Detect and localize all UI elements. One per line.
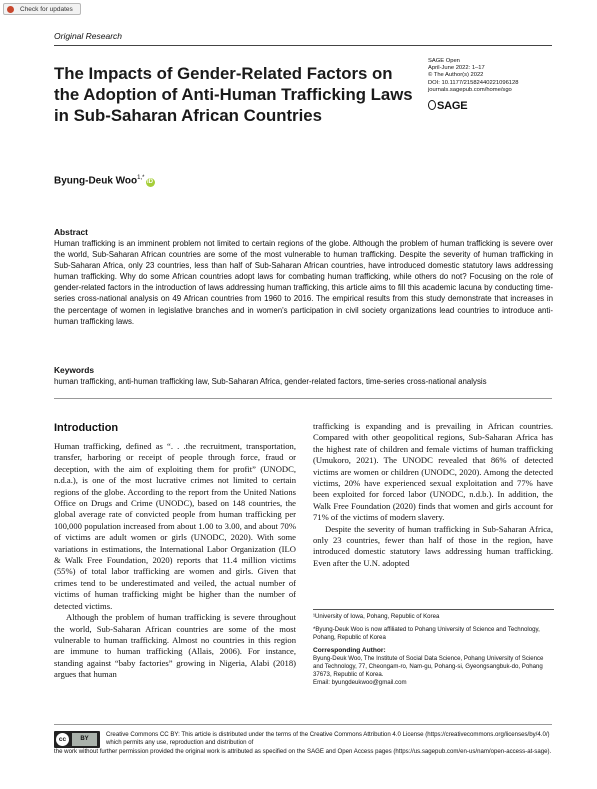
cc-by-badge[interactable] <box>54 731 100 748</box>
header-rule <box>54 45 552 46</box>
article-title: The Impacts of Gender-Related Factors on the Adoption of Anti-Human Trafficking Laws in Sub-Saharan African Countries <box>54 64 413 125</box>
copyright: © The Author(s) 2022 <box>428 72 484 79</box>
section-label: Original Research <box>54 31 123 41</box>
by-icon: BY <box>72 733 97 746</box>
cc-icon: cc <box>56 733 69 746</box>
journal-meta <box>428 58 558 94</box>
license-line-2: the work without further permission provided the original work is attributed as specified on the SAGE and Open Access pages (https://us.sagepub.com/en-us/nam/open-access-at-sage). <box>54 747 552 755</box>
corresponding-author-heading: Corresponding Author: <box>313 647 386 654</box>
sage-logo-text: SAGE <box>437 100 468 112</box>
journal-url[interactable]: journals.sagepub.com/home/sgo <box>428 86 512 93</box>
sage-logo-icon <box>428 100 436 110</box>
affiliation-2: *Byung-Deuk Woo is now affiliated to Pohang University of Science and Technology, Pohang, Republic of Korea <box>313 626 540 641</box>
affiliation-1: ¹University of Iowa, Pohang, Republic of Korea <box>313 613 440 620</box>
keywords-heading: Keywords <box>54 365 95 375</box>
check-for-updates-button[interactable] <box>3 3 81 15</box>
license-line-1: Creative Commons CC BY: This article is distributed under the terms of the Creative Commons Attribution 4.0 License (https://creativecommons.org/licenses/by/4.0/) which permits any use, reproduction and distribution of <box>106 731 550 747</box>
corresponding-author-address: Byung-Deuk Woo, The Institute of Social Data Science, Pohang University of Science and Technology, 77, Cheongam-ro, Nam-gu, Pohang-si, Gyeongsangbuk-do, Pohang 37673, Republic of Korea. <box>313 655 544 678</box>
body-paragraph: Human trafficking, defined as “. . .the recruitment, transportation, transfer, harboring or receipt of people through force, fraud or deception, with the aim of exploiting them for profit” (UNODC, n.d.a.), is one of the most lucrative crimes not limited to certain regions of the globe. According to the report from the United Nations Office on Drugs and Crime (UNODC), based on 148 countries, the global average rate of convicted people from human trafficking per 100,000 population increased from about 1.00 to 3.00, and about 70% of victims are adult women or girls (UNODC, 2020). With some variations in estimations, the International Labor Organization (ILO & Walk Free Foundation, 2020) reports that 11.4 million victims (55%) of total labor trafficking are women and girls. Given that crimes tend to be underestimated and veiled, the actual number of victims of human trafficking might be higher than the number of detected victims. <box>54 441 296 611</box>
license-notice <box>54 731 554 756</box>
introduction-heading: Introduction <box>54 422 119 434</box>
doi[interactable]: DOI: 10.1177/21582440221096128 <box>428 79 519 86</box>
license-rule <box>54 724 552 725</box>
keywords-text: human trafficking, anti-human trafficking law, Sub-Saharan Africa, gender-related factors, time-series cross-national analysis <box>54 377 487 386</box>
check-for-updates-label: Check for updates <box>20 6 73 13</box>
orcid-icon[interactable]: iD <box>147 179 153 186</box>
sage-logo <box>428 100 467 112</box>
body-column-right <box>313 421 553 569</box>
journal-name: SAGE Open <box>428 58 460 64</box>
author-affiliation-marks: 1,* <box>137 175 145 181</box>
footnote-rule <box>313 609 554 610</box>
check-for-updates-icon <box>7 6 14 13</box>
body-paragraph: trafficking is expanding and is prevailing in African countries. Compared with other geopolitical regions, Sub-Saharan Africa has the highest rate of children and female victims of human trafficking (Umukoro, 2021). The UNODC revealed that 86% of detected victims are women or children (UNODC, 2020). Among the detected victims, 20% have experienced sexual exploitation and 77% have been exploited for forced labor (UNODC, n.d.b.). In addition, the Walk Free Foundation (2020) finds that women and girls account for 71% of the victims of modern slavery. <box>313 421 553 523</box>
author-name: Byung-Deuk Woo <box>54 175 138 187</box>
author-line <box>54 175 155 187</box>
body-paragraph: Despite the severity of human trafficking in Sub-Saharan Africa, only 23 countries, fewer than half of those in the region, have introduced domestic statutory laws addressing human trafficking. Even after the U.N. adopted <box>313 523 553 568</box>
body-paragraph: Although the problem of human trafficking is severe throughout the world, Sub-Saharan African countries are some of the most vulnerable to human trafficking. Almost no countries in this region are immune to human trafficking (Allais, 2006). For instance, standing against “baby factories” growing in Nigeria, Alabi (2018) argues that human <box>54 612 296 680</box>
abstract-heading: Abstract <box>54 227 88 237</box>
section-divider <box>54 398 552 399</box>
corresponding-author-email[interactable]: Email: byungdeukwoo@gmail.com <box>313 679 407 686</box>
footnotes <box>313 613 554 687</box>
body-column-left <box>54 441 296 681</box>
journal-issue: April-June 2022: 1–17 <box>428 65 485 72</box>
abstract-text: Human trafficking is an imminent problem not limited to certain regions of the globe. Although the problem of human trafficking is severe over the world, Sub-Saharan African countries are some of the most vulnerable to human trafficking. Despite the severity of human trafficking in Sub-Saharan Africa, only 23 countries, less than half of Sub-Saharan African countries, have introduced domestic statutory laws addressing human trafficking. Why do some African countries adopt laws for combating human trafficking, while others do not? Focusing on the role of gender-related factors in the introduction of laws addressing human trafficking, this article aims to fill this academic lacuna by conducting time-series cross-national analysis on 49 African countries from 1960 to 2016. The empirical results from this study demonstrate that increases in the percentage of women in legislative branches and in women's participation in civil society organizations lead countries to introduce anti-human trafficking laws. <box>54 239 553 326</box>
